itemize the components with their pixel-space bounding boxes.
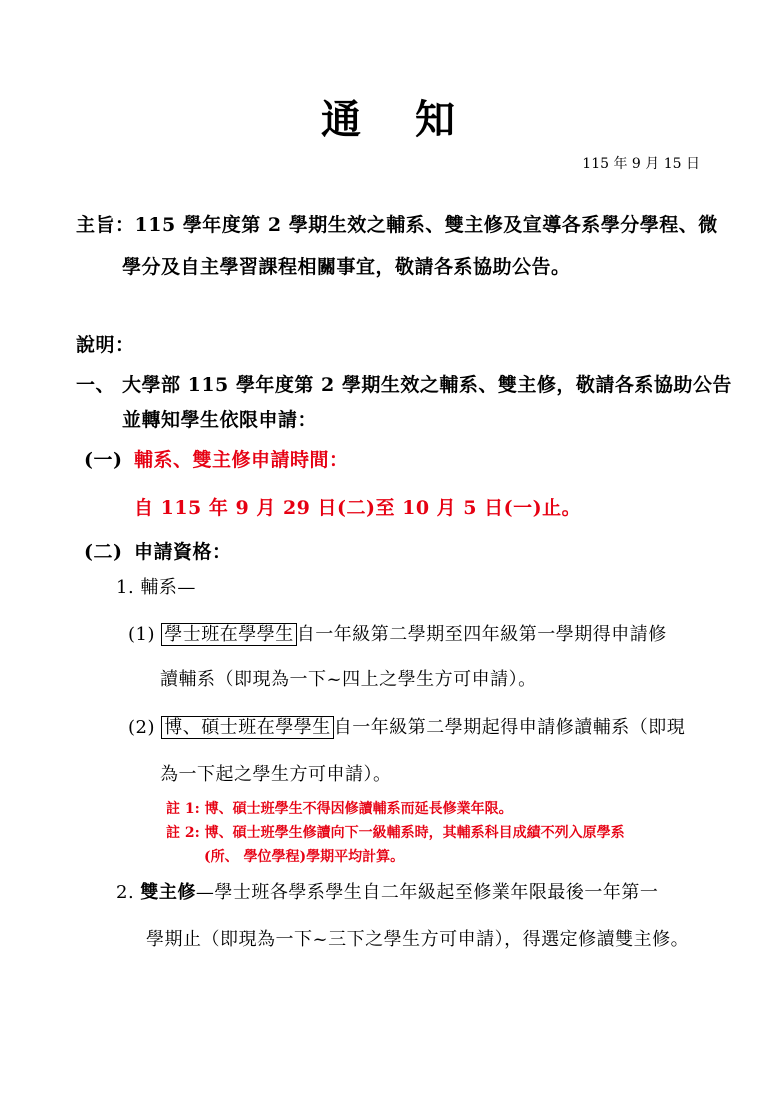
item-1-marker: 一、 [76,374,116,396]
sub-1-marker: (一) [84,449,123,471]
note-1: 註 1: 博、碩士班學生不得因修讀輔系而延長修業年限。 [166,801,513,817]
minor-p2-line-1 [128,713,685,739]
sub-2-heading: 申請資格： [134,541,232,563]
note-2: 註 2: 博、碩士班學生修讀向下一級輔系時，其輔系科目成績不列入原學系 [166,825,625,841]
sub-2-marker: (二) [84,541,123,563]
note-2-continued: (所、 學位學程)學期平均計算。 [204,849,405,865]
minor-p2-rest: 自一年級第二學期起得申請修讀輔系（即現 [333,717,686,738]
minor-p1-marker: (1) [128,624,155,645]
subject-label: 主旨： [76,214,135,236]
item-1-line-1: 大學部 115 學年度第 2 學期生效之輔系、雙主修，敬請各系協助公告 [122,374,732,396]
explanation-label: 說明： [76,334,135,356]
undergrad-boxed-label: 學士班在學學生 [161,623,297,646]
subject-text-1: 115 學年度第 2 學期生效之輔系、雙主修及宣導各系學分學程、微 [134,214,718,236]
minor-p1-rest: 自一年級第二學期至四年級第一學期得申請修 [296,624,667,645]
sub-1-heading: 輔系、雙主修申請時間： [134,449,349,471]
double-major-line-2: 學期止（即現為一下~三下之學生方可申請），得選定修讀雙主修。 [146,929,690,950]
subject-line-1 [76,210,718,237]
page-title [0,88,778,145]
minor-p2-line-2: 為一下起之學生方可申請）。 [160,764,392,785]
grad-boxed-label: 博、碩士班在學學生 [161,716,334,739]
minor-heading: 1. 輔系— [116,577,196,598]
double-major-marker: 2. [116,882,135,903]
double-major-line-1 [116,878,658,904]
item-1-line-2: 並轉知學生依限申請： [122,409,318,431]
title-char-1: 通 [321,96,363,143]
subject-text-2: 學分及自主學習課程相關事宜，敬請各系協助公告。 [122,256,571,278]
double-major-term: 雙主修 [140,882,196,903]
minor-p2-marker: (2) [128,717,155,738]
minor-p1-line-1 [128,620,667,646]
double-major-rest: —學士班各學系學生自二年級起至修業年限最後一年第一 [195,882,659,903]
application-period: 自 115 年 9 月 29 日(二)至 10 月 5 日(一)止。 [134,497,582,519]
notice-date: 115 年 9 月 15 日 [582,156,700,172]
title-char-2: 知 [415,96,457,143]
minor-p1-line-2: 讀輔系（即現為一下~四上之學生方可申請）。 [160,669,537,690]
